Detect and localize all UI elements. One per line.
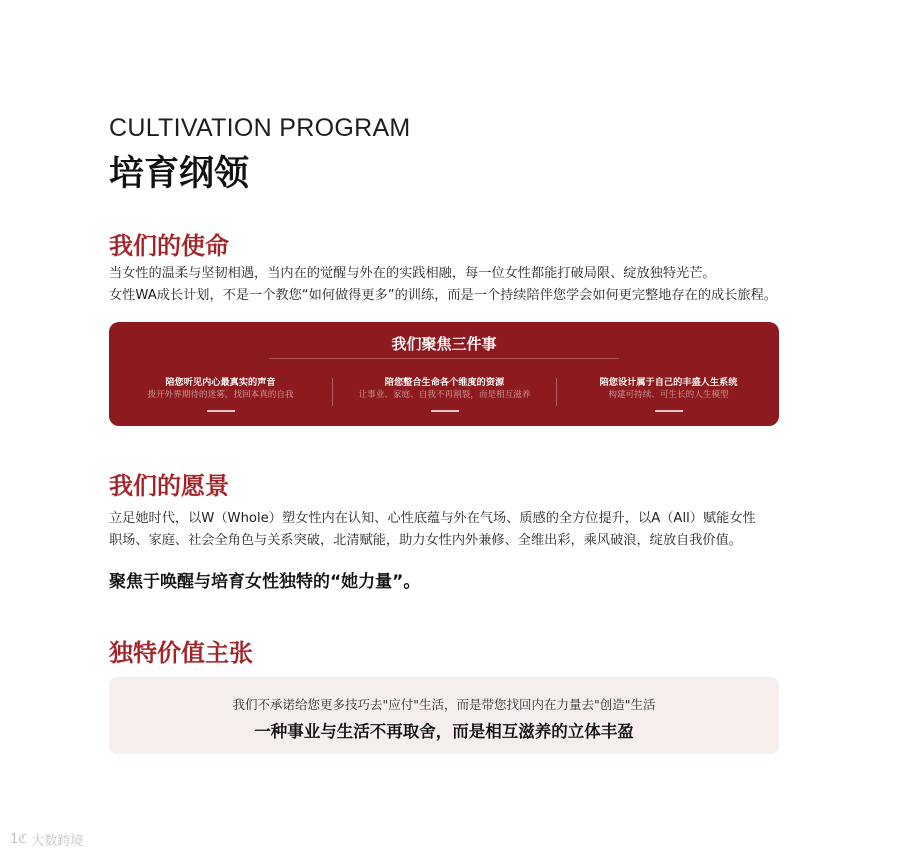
- focus-item-title: 陪您整合生命各个维度的资源: [384, 377, 505, 388]
- vision-emphasis: 聚焦于唤醒与培育女性独特的“她力量”。: [109, 572, 421, 592]
- mission-line-2: 女性WA成长计划，不是一个教您“如何做得更多”的训练，而是一个持续陪伴您学会如何更完整地存在的成长旅程。: [109, 288, 777, 303]
- focus-item-title: 陪您听见内心最真实的声音: [165, 377, 276, 388]
- page-title: 培育纲领: [109, 154, 250, 194]
- focus-title: 我们聚焦三件事: [391, 335, 497, 353]
- vision-heading: 我们的愿景: [109, 472, 229, 500]
- mission-heading: 我们的使命: [109, 232, 229, 260]
- focus-item-underline: [207, 410, 235, 412]
- value-tagline: 一种事业与生活不再取舍，而是相互滋养的立体丰盈: [254, 722, 634, 741]
- english-title: CULTIVATION PROGRAM: [109, 114, 411, 142]
- watermark-logo-icon: 1ℭ: [10, 832, 28, 847]
- mission-text: [109, 263, 777, 307]
- value-statement: 我们不承诺给您更多技巧去"应付"生活，而是带您找回内在力量去"创造"生活: [232, 697, 656, 712]
- value-heading: 独特价值主张: [109, 639, 253, 667]
- focus-panel: [109, 322, 779, 426]
- value-panel: [109, 677, 779, 754]
- focus-item-subtitle: 构建可持续、可生长的人生模型: [608, 390, 729, 400]
- focus-item-subtitle: 让事业、家庭、自我不再割裂，而是相互滋养: [358, 390, 531, 400]
- vision-text: [109, 508, 756, 552]
- vision-line-2: 职场、家庭、社会全角色与关系突破，北清赋能，助力女性内外兼修、全维出彩，乘风破浪，绽放自我价值。: [109, 533, 742, 548]
- focus-item: [557, 376, 780, 412]
- focus-item: [109, 376, 332, 412]
- watermark: [10, 830, 83, 849]
- focus-item-underline: [655, 410, 683, 412]
- vision-line-1: 立足她时代，以W（Whole）塑女性内在认知、心性底蕴与外在气场、质感的全方位提升，以A（All）赋能女性: [109, 511, 756, 526]
- focus-item: [333, 376, 556, 412]
- focus-item-underline: [431, 410, 459, 412]
- focus-item-title: 陪您设计属于自己的丰盛人生系统: [599, 377, 738, 388]
- mission-line-1: 当女性的温柔与坚韧相遇，当内在的觉醒与外在的实践相融，每一位女性都能打破局限、绽放独特光芒。: [109, 266, 716, 281]
- watermark-text: 大数跨境: [31, 834, 84, 849]
- focus-divider-line: [269, 358, 619, 359]
- focus-item-subtitle: 拨开外界期待的迷雾，找回本真的自我: [147, 390, 294, 400]
